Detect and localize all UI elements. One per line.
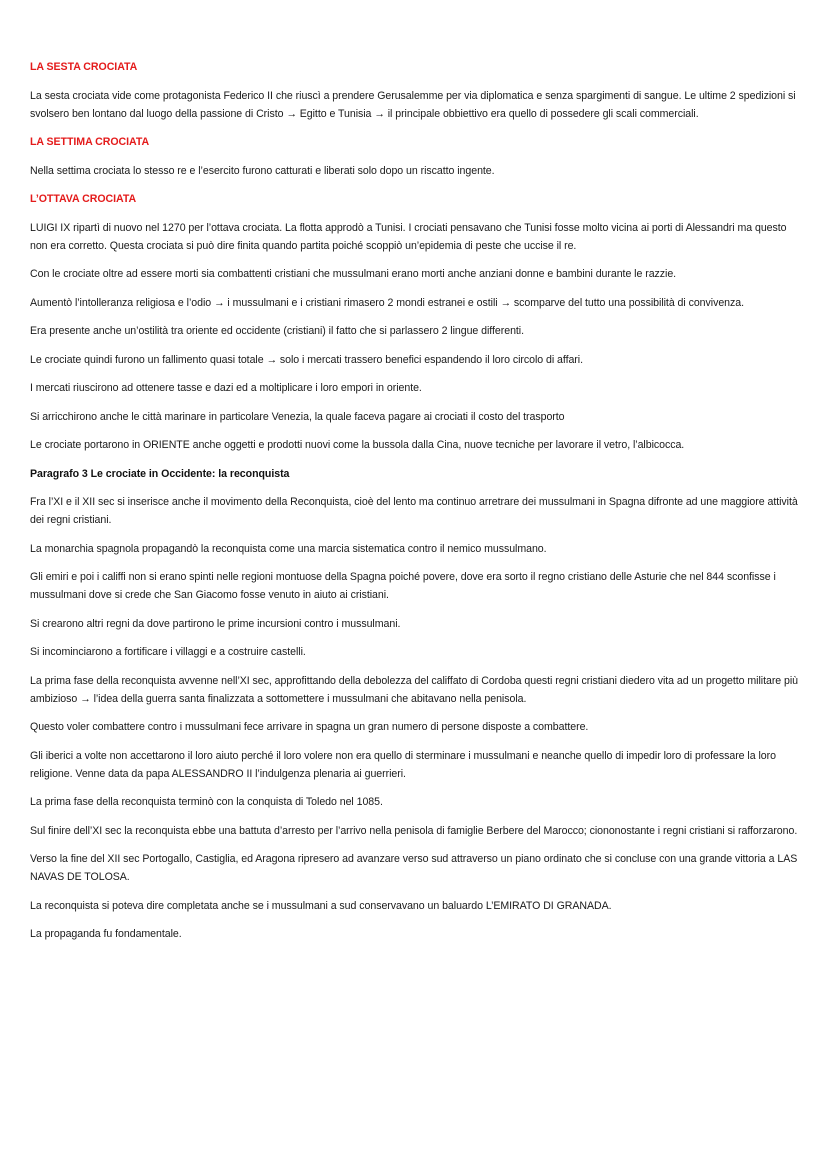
paragraph-reconquista-4: Si crearono altri regni da dove partirono le prime incursioni contro i mussulmani. [30,617,401,630]
heading-ottava-crociata: L’OTTAVA CROCIATA [30,193,137,205]
document-page [30,58,802,954]
paragraph-settima: Nella settima crociata lo stesso re e l’esercito furono catturati e liberati solo dopo un riscatto ingente. [30,164,495,177]
paragraph-ottava-4: Era presente anche un’ostilità tra oriente ed occidente (cristiani) il fatto che si parlassero 2 lingue differenti. [30,325,524,337]
paragraph-ottava-5: Le crociate quindi furono un fallimento quasi totale → solo i mercati trassero benefici espandendo il loro circolo di affari. [30,353,583,366]
paragraph-reconquista-11: Verso la fine del XII sec Portogallo, Castiglia, ed Aragona ripresero ad avanzare verso sud attraverso un piano ordinato che si concluse con una grande vittoria a LAS NAVAS DE TOLOSA. [30,853,798,883]
paragraph-reconquista-9: La prima fase della reconquista terminò con la conquista di Toledo nel 1085. [30,796,383,808]
paragraph-reconquista-6: La prima fase della reconquista avvenne nell’XI sec, approfittando della debolezza del califfato di Cordoba questi regni cristiani diedero vita ad un progetto militare più ambizioso → l’idea della guerra santa finalizzata a sottomettere i mussulmani che abitavano nella penisola. [30,674,799,705]
paragraph-ottava-8: Le crociate portarono in ORIENTE anche oggetti e prodotti nuovi come la bussola dalla Cina, nuove tecniche per lavorare il vetro, l’albicocca. [30,439,685,451]
paragraph-reconquista-1: Fra l’XI e il XII sec si inserisce anche il movimento della Reconquista, cioè del lento ma continuo arretrare dei mussulmani in Spagna difronte ad une maggiore attività dei regni cristiani. [30,496,798,526]
paragraph-reconquista-10: Sul finire dell’XI sec la reconquista ebbe una battuta d’arresto per l’arrivo nella penisola di famiglie Berbere del Marocco; ciononostante i regni cristiani si rafforzarono. [30,824,798,837]
paragraph-reconquista-12: La reconquista si poteva dire completata anche se i mussulmani a sud conservavano un baluardo L’EMIRATO DI GRANADA. [30,899,612,912]
paragraph-reconquista-8: Gli iberici a volte non accettarono il loro aiuto perché il loro volere non era quello di sterminare i mussulmani e neanche quello di impedir loro di professare la loro religione. Venne data da papa ALESSANDRO II l’indulgenza plenaria ai guerrieri. [30,749,776,780]
paragraph-ottava-1: LUIGI IX ripartì di nuovo nel 1270 per l’ottava crociata. La flotta approdò a Tunisi. I crociati pensavano che Tunisi fosse molto vicina ai porti di Alessandri ma questo non era corretto. Questa crociata si può dire finita quando partita poiché scoppiò un’epidemia di peste che uccise il re. [30,221,787,252]
heading-settima-crociata: LA SETTIMA CROCIATA [30,136,150,148]
paragraph-reconquista-5: Si incominciarono a fortificare i villaggi e a costruire castelli. [30,646,306,658]
heading-sesta-crociata: LA SESTA CROCIATA [30,61,138,73]
paragraph-sesta: La sesta crociata vide come protagonista Federico II che riuscì a prendere Gerusalemme per via diplomatica e senza spargimenti di sangue. Le ultime 2 spedizioni si svolsero ben lontano dal luogo della passione di Cristo → Egitto e Tunisia → il principale obbiettivo era quello di possedere gli scali commerciali. [30,89,796,120]
paragraph-ottava-6: I mercati riuscirono ad ottenere tasse e dazi ed a moltiplicare i loro empori in oriente. [30,382,422,394]
paragraph-ottava-3: Aumentò l’intolleranza religiosa e l’odio → i mussulmani e i cristiani rimasero 2 mondi estranei e ostili → scomparve del tutto una possibilità di convivenza. [30,296,744,309]
paragraph-reconquista-3: Gli emiri e poi i califfi non si erano spinti nelle regioni montuose della Spagna poiché povere, dove era sorto il regno cristiano delle Asturie che nel 844 sconfisse i mussulmani dove si crede che San Giacomo fosse venuto in aiuto ai cristiani. [30,571,776,601]
paragraph-reconquista-7: Questo voler combattere contro i mussulmani fece arrivare in spagna un gran numero di persone disposte a combattere. [30,721,589,733]
paragraph-reconquista-2: La monarchia spagnola propagandò la reconquista come una marcia sistematica contro il nemico mussulmano. [30,542,547,555]
paragraph-ottava-7: Si arricchirono anche le città marinare in particolare Venezia, la quale faceva pagare ai crociati il costo del trasporto [30,410,565,423]
paragraph-reconquista-13: La propaganda fu fondamentale. [30,928,182,940]
paragraph-ottava-2: Con le crociate oltre ad essere morti sia combattenti cristiani che mussulmani erano morti anche anziani donne e bambini durante le razzie. [30,268,677,280]
heading-paragrafo-3: Paragrafo 3 Le crociate in Occidente: la reconquista [30,467,290,480]
